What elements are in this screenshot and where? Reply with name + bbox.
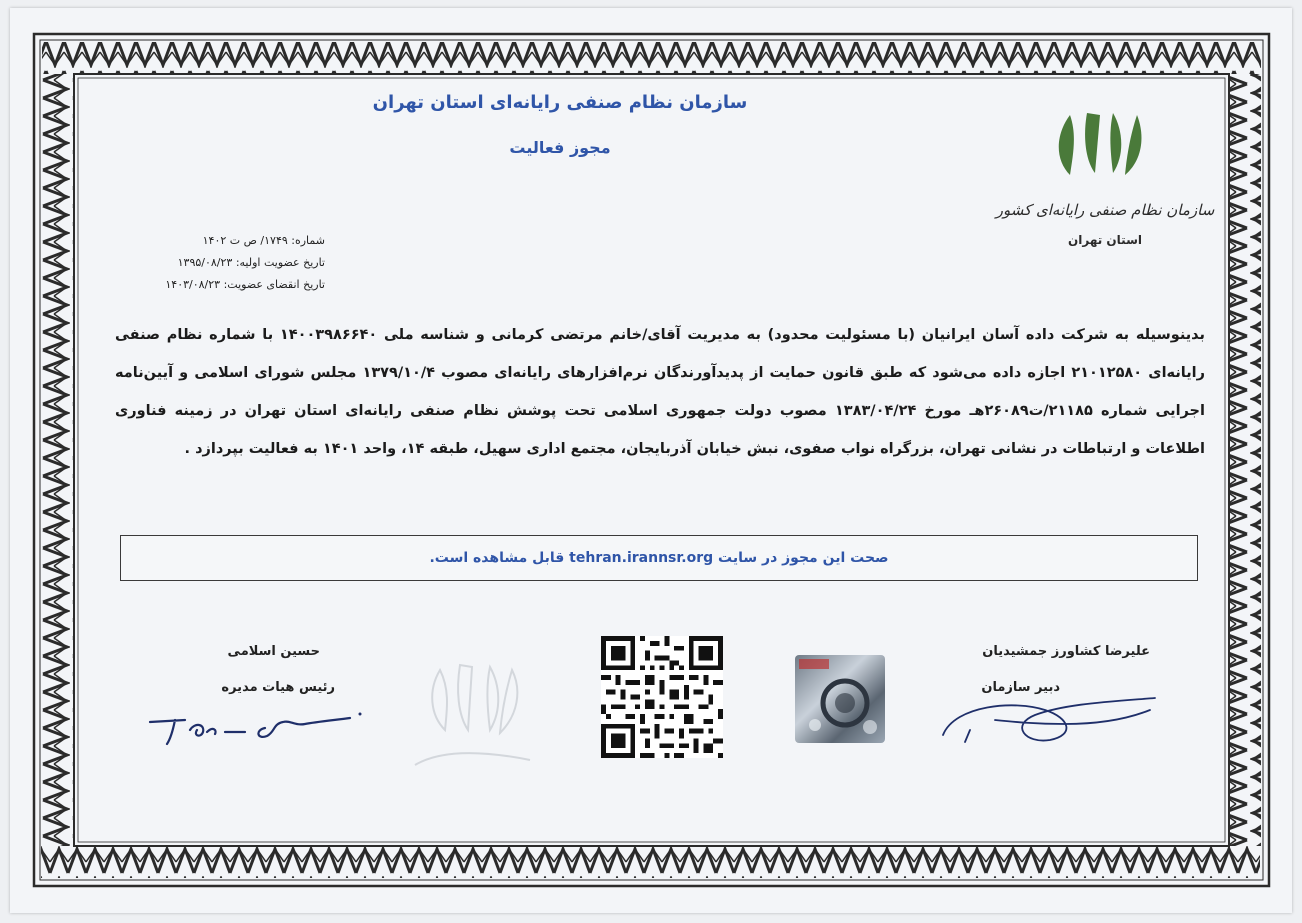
chairman-name: حسین اسلامی	[227, 644, 320, 659]
embossed-seal-icon	[400, 655, 550, 780]
page-subtitle: مجوز فعالیت	[509, 138, 611, 157]
verification-text: صحت این مجوز در سایت tehran.irannsr.org قابل مشاهده است.	[429, 550, 889, 566]
secretary-title: دبیر سازمان	[981, 680, 1060, 695]
qr-code-icon	[601, 636, 723, 758]
expiry-date: تاریخ انقضای عضویت: ۱۴۰۳/۰۸/۲۳	[165, 278, 325, 291]
certificate-meta	[125, 230, 325, 296]
organization-logo	[995, 105, 1215, 265]
verification-box	[120, 535, 1198, 581]
chairman-title: رئیس هیات مدیره	[221, 680, 335, 695]
certificate-body: بدینوسیله به شرکت داده آسان ایرانیان (با مسئولیت محدود) به مدیریت آقای/خانم مرتضی کرمانی و شناسه ملی ۱۴۰۰۳۹۸۶۶۴۰ با شماره نظام صنفی رایانه‌ای ۲۱۰۱۲۵۸۰ اجازه داده می‌شود که طبق قانون حمایت از پدیدآورندگان نرم‌افزارهای رایانه‌ای مصوب ۱۳۷۹/۱۰/۴ مجلس شورای اسلامی و آیین‌نامه اجرایی شماره ۲۱۱۸۵/ت۲۶۰۸۹هـ مورخ ۱۳۸۳/۰۴/۲۴ مصوب دولت جمهوری اسلامی تحت پوشش نظام صنفی رایانه‌ای استان تهران در زمینه فناوری اطلاعات و ارتباطات در نشانی تهران، بزرگراه نواب صفوی، نبش خیابان آذربایجان، مجتمع اداری سهیل، طبقه ۱۴، واحد ۱۴۰۱ به فعالیت بپردازد .	[115, 327, 1206, 457]
hologram-sticker-icon	[795, 655, 885, 743]
secretary-signature-icon	[935, 680, 1165, 750]
first-membership-date: تاریخ عضویت اولیه: ۱۳۹۵/۰۸/۲۳	[177, 256, 325, 269]
certificate-number: شماره: ۱۷۴۹/ ص ت ۱۴۰۲	[202, 234, 325, 247]
secretary-name: علیرضا کشاورز جمشیدیان	[982, 644, 1150, 659]
logo-org-text: سازمان نظام صنفی رایانه‌ای کشور	[995, 201, 1215, 219]
page-title: سازمان نظام صنفی رایانه‌ای استان تهران	[372, 92, 748, 113]
chairman-signature-icon	[145, 700, 365, 750]
logo-province: استان تهران	[1068, 233, 1142, 247]
